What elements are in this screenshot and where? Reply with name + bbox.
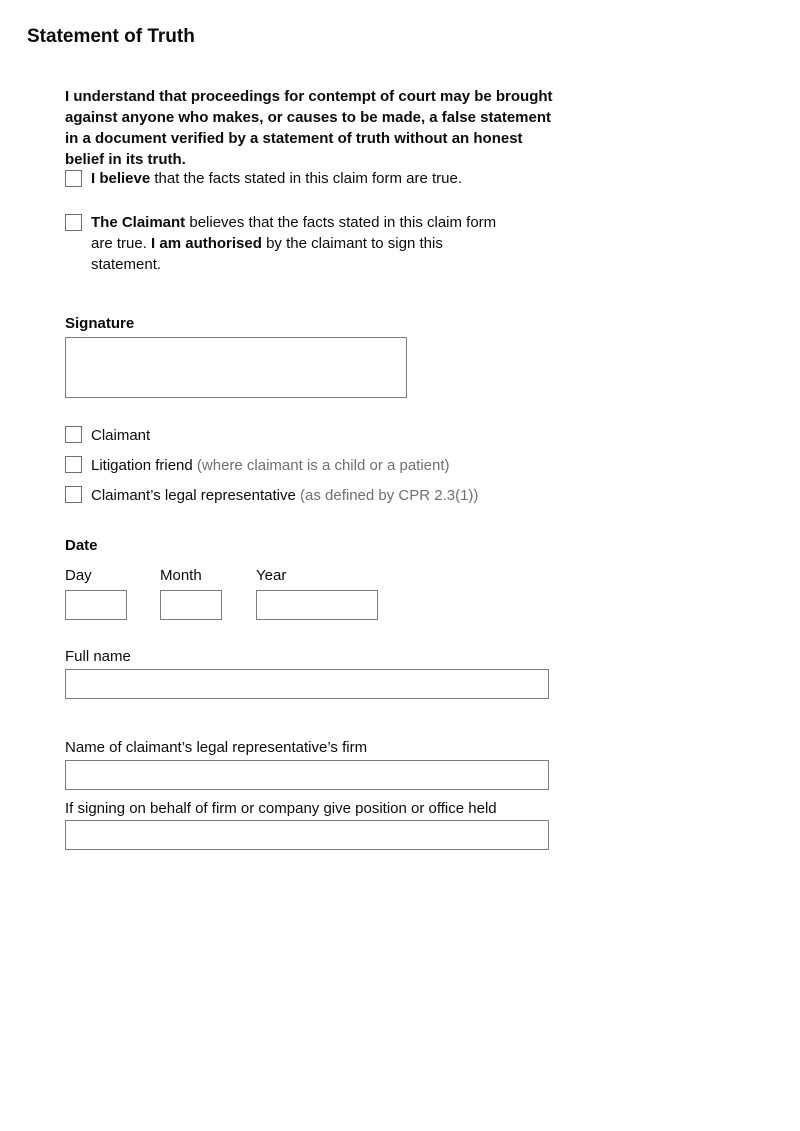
day-input[interactable]	[65, 590, 127, 620]
i-believe-rest-text: that the facts stated in this claim form are true.	[154, 170, 463, 187]
i-believe-bold-text: I believe	[91, 170, 151, 187]
position-held-input[interactable]	[65, 820, 549, 850]
date-day-column	[65, 567, 160, 620]
full-name-label: Full name	[65, 648, 131, 665]
i-believe-label	[91, 168, 531, 189]
role-legal-representative-hint: (as defined by CPR 2.3(1))	[300, 487, 479, 504]
role-claimant-label: Claimant	[91, 427, 151, 444]
authorised-bold-text: I am authorised	[151, 235, 262, 252]
contempt-warning-text: I understand that proceedings for contempt of court may be brought against anyone who makes, or causes to be made, a false statement in a document verified by a statement of truth without an honest belief in its truth.	[65, 88, 553, 168]
claimant-rest-text-1: believes that the facts stated in this claim form are true.	[91, 214, 497, 252]
day-label: Day	[65, 567, 92, 584]
claimant-rest-text-2: by the claimant to sign this statement.	[91, 235, 443, 273]
claimant-believes-checkbox[interactable]	[65, 214, 82, 231]
date-fields	[65, 567, 386, 620]
date-year-column	[256, 567, 386, 620]
year-label: Year	[256, 567, 287, 584]
role-row-claimant	[65, 425, 478, 446]
month-input[interactable]	[160, 590, 222, 620]
role-legal-representative-checkbox[interactable]	[65, 486, 82, 503]
role-claimant-checkbox[interactable]	[65, 426, 82, 443]
signature-section-label: Signature	[65, 315, 135, 332]
role-legal-representative-label	[91, 485, 478, 506]
role-litigation-friend-checkbox[interactable]	[65, 456, 82, 473]
page-title: Statement of Truth	[27, 26, 195, 47]
role-litigation-friend-hint: (where claimant is a child or a patient)	[196, 457, 450, 474]
statement-row-i-believe	[65, 168, 531, 189]
signer-role-options	[65, 425, 478, 515]
claimant-bold-text: The Claimant	[91, 214, 186, 231]
firm-name-input[interactable]	[65, 760, 549, 790]
month-label: Month	[160, 567, 202, 584]
statement-row-claimant-believes	[65, 212, 516, 275]
role-litigation-friend-text: Litigation friend	[91, 457, 193, 474]
date-section-label: Date	[65, 537, 98, 554]
role-litigation-friend-label	[91, 455, 450, 476]
position-held-label: If signing on behalf of firm or company give position or office held	[65, 800, 497, 817]
role-legal-representative-text: Claimant’s legal representative	[91, 487, 296, 504]
date-month-column	[160, 567, 256, 620]
signature-box[interactable]	[65, 337, 407, 398]
claimant-believes-label	[91, 212, 516, 275]
role-row-legal-representative	[65, 485, 478, 506]
full-name-input[interactable]	[65, 669, 549, 699]
year-input[interactable]	[256, 590, 378, 620]
firm-name-label: Name of claimant’s legal representative’s firm	[65, 739, 368, 756]
i-believe-checkbox[interactable]	[65, 170, 82, 187]
role-row-litigation-friend	[65, 455, 478, 476]
